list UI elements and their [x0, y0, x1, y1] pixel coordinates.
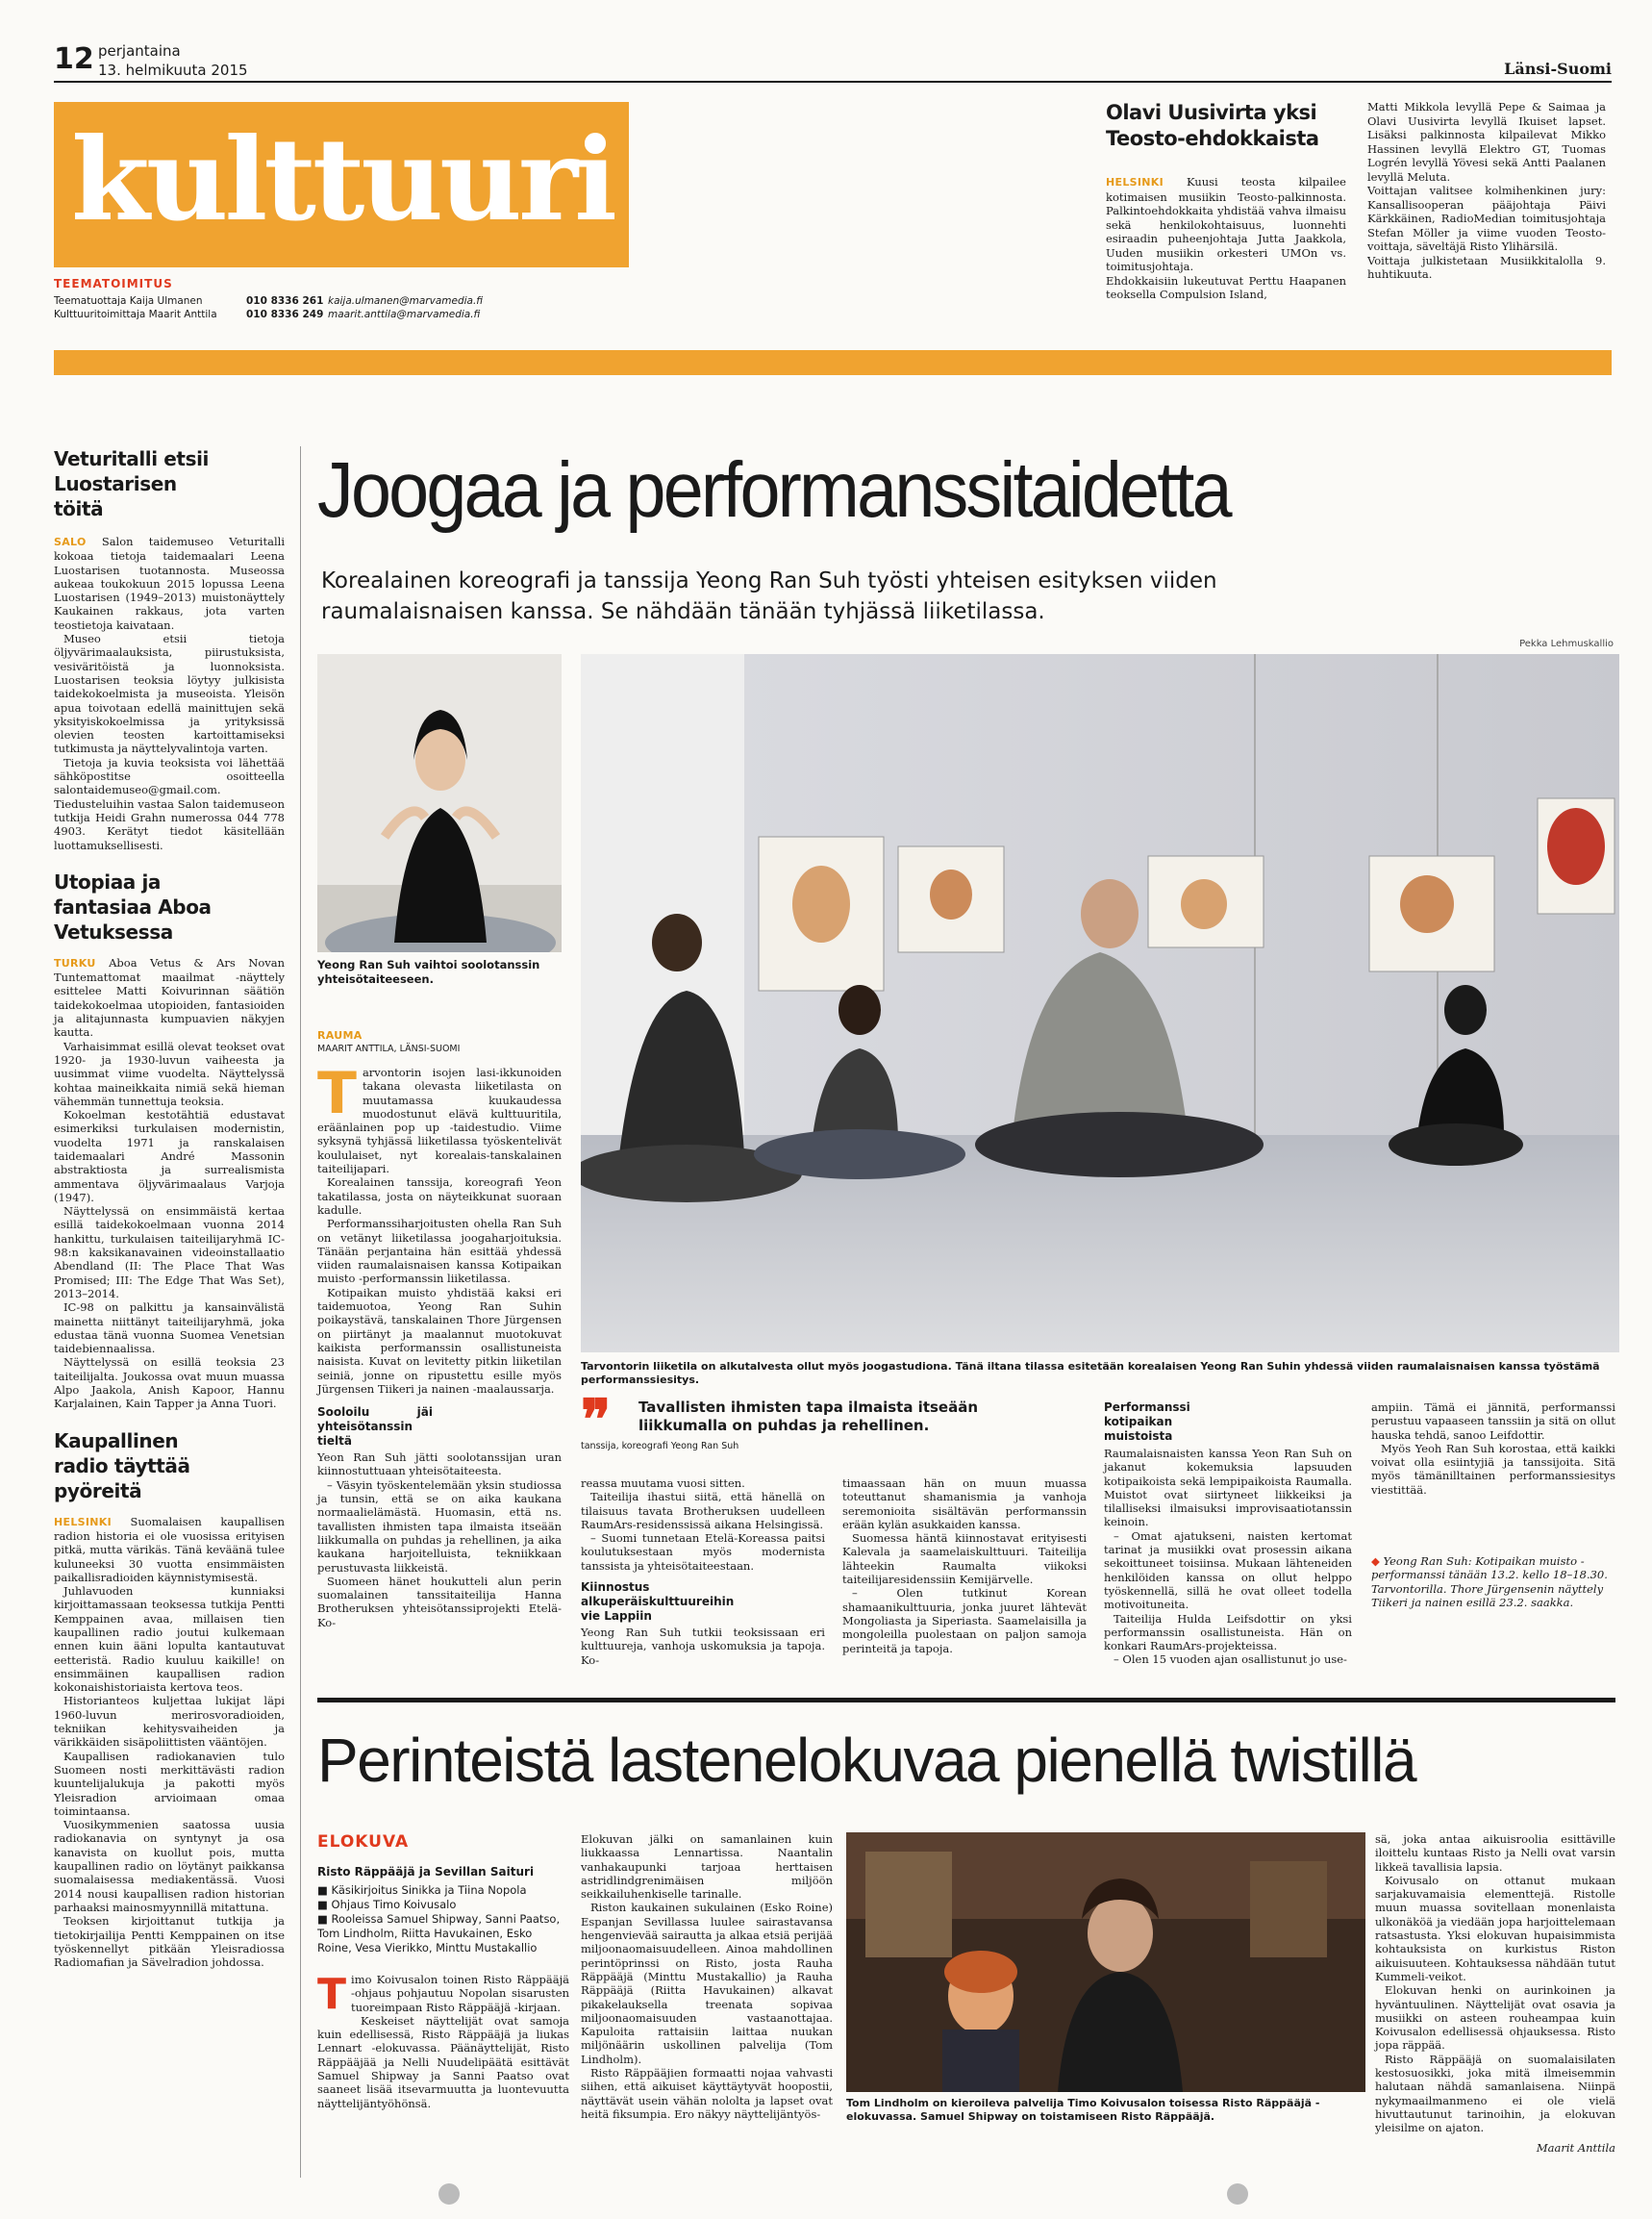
- portrait-caption: Yeong Ran Suh vaihtoi soolotanssin yhteisötaiteeseen.: [317, 958, 540, 986]
- weekday: perjantaina: [98, 42, 181, 60]
- teosto-col1: HELSINKI Kuusi teosta kilpailee kotimaisen musiikin Teosto-palkinnosta. Palkintoehdokkaita yhdistää vahva ilmaisu sekä henkilokohtaisuus, luonnehti esiraadin puheenjohtaja Jutta Jaakkola, Uuden musiikin orkesteri UMOn vs. toimitusjohtaja. Ehdokkaisiin lukeutuvat Perttu Haapanen teoksella Compulsion Island,: [1106, 175, 1346, 301]
- teosto-headline: Olavi Uusivirta yksi Teosto-ehdokkaista: [1106, 101, 1319, 150]
- film-photo-caption: Tom Lindholm on kieroileva palvelija Timo Koivusalon toisessa Risto Räppääjä -elokuvassa. Samuel Shipway on toistamiseen Risto Räppääjä.: [846, 2097, 1320, 2123]
- portrait-photo: [317, 654, 562, 952]
- main-photo-caption: Tarvontorin liiketila on alkutalvesta ollut myös joogastudiona. Tänä iltana tilassa esitetään korealaisen Yeong Ran Suhin yhdessä viiden raumalaisnaisen kanssa työstämä performanssiesitys.: [581, 1360, 1600, 1386]
- credit-item: ■ Rooleissa Samuel Shipway, Sanni Paatso, Tom Lindholm, Riitta Havukainen, Esko Roine, Vesa Vierikko, Minttu Mustakallio: [317, 1912, 561, 1954]
- main-location: RAUMA: [317, 1029, 363, 1042]
- film-col1-body: Timo Koivusalon toinen Risto Räppääjä -ohjaus pohjautuu Nopolan sisarusten tuoreimpaan Risto Räppääjä -kirjaan. Keskeiset näyttelijät ovat samoja kuin edellisessä, Risto Räppääjä ja liukas Lennart -elokuvassa. Päänäyttelijät, Risto Räppääjää ja Nelli Nuudelipäätä esittävät Samuel Shipway ja Sanni Paatso ovat saaneet lisää itsevarmuutta ja luontevuutta näyttelijäntyöhönsä.: [317, 1970, 569, 2110]
- portrait-photo-image: [317, 654, 562, 952]
- diamond-icon: ◆: [1371, 1554, 1380, 1569]
- info-box: ◆ Yeong Ran Suh: Kotipaikan muisto -performanssi tänään 13.2. kello 18–18.30. Tarvontorilla. Thore Jürgensenin näyttely Tiikeri ja nainen esillä 23.2. saakka.: [1371, 1554, 1608, 1609]
- film-photo: [846, 1832, 1365, 2092]
- main-col1: [317, 1029, 562, 1629]
- main-col1-body: Tarvontorin isojen lasi-ikkunoiden takana olevasta liiketilasta on muutamassa kuukaudessa muodostunut elävä kulttuuritila, eräänlainen pop up -taidestudio. Viime syksynä tyhjässä liiketilassa työskentelivät koululaiset, nyt korealais-tanskalainen taiteilijapari. Korealainen tanssija, koreografi Yeon takatilassa, josta on näyteikkunat suoraan kadulle. Performanssiharjoitusten ohella Ran Suh on vetänyt liiketilassa joogaharjoituksia. Tänään perjantaina hän esittää yhdessä viiden raumalaisnaisen kanssa Kotipaikan muisto -performanssin liiketilassa. Kotipaikan muisto yhdistää kaksi eri taidemuotoa, Yeong Ran Suhin poikaystävä, tanskalainen Thore Jürgensen on piirtänyt ja maalannut muotokuvat kaikista performanssin osallistuneista naisista. Kuvat on levitetty pitkin liiketilan seiniä, jonne on ripustettu esille myös Jürgensen Tiikeri ja nainen -maalaussarja. Sooloilu jäi yhteisötanssin tieltä Yeon Ran Suh jätti soolotanssijan uran kiinnostuttuaan yhteisötaiteesta. – Väsyin työskentelemään yksin studiossa ja tunsin, että se on aika kaukana normaalielämästä. Huomasin, että ns. tavallisten ihmisten tapa ilmaista itseään liikkumalla on puhdas ja rehellinen, ja aika kaukana harjoitelluista, tekniikkaan perustuvasta liikkeistä. Suomeen hänet houkutteli alun perin suomalainen tanssitaiteilija Hanna Brotheruksen yhteisötanssiprojekti Etelä-Ko-: [317, 1060, 562, 1629]
- sidebar: [54, 446, 285, 1969]
- registration-mark-icon: [1227, 2183, 1248, 2205]
- quote-mark-icon: ❞: [581, 1387, 612, 1452]
- main-headline: Joogaa ja performanssitaidetta: [317, 446, 1230, 534]
- film-col2: Elokuvan jälki on samanlainen kuin liukkaassa Lennartissa. Naantalin vanhakaupunki tarjoaa herttaisen astridlindgrenimäisen miljöön seikkailuhenkiselle tarinalle. Riston kaukainen sukulainen (Esko Roine) Espanjan Sevillassa luulee sairastavansa hengenvievää sairautta ja alkaa etsiä perijää miljoonaomaisuudelleen. Ainoa mahdollinen perintöprinssi on Risto, josta Rauha Räppääjä (Minttu Mustakallio) ja Rauha Räppääjä (Riitta Havukainen) alkavat pikakelauksella treenata sopivaa miljoonaomaisuuden vastaanottajaa. Kapuloita rattaisiin laittaa nuukan miljönäärin uskollinen palvelija (Tom Lindholm). Risto Räppääjien formaatti nojaa vahvasti siihen, että aikuiset käyttäytyvät hoopostii, näyttävät usein vähän nololta ja lapset ovat heitä fiksumpia. Ero näkyy näyttelijäntyös-: [581, 1832, 833, 2121]
- drop-cap: T: [317, 1060, 357, 1127]
- page-header: [54, 42, 1612, 90]
- staff-list: [54, 294, 631, 321]
- teosto-location: HELSINKI: [1106, 176, 1164, 189]
- main-col5: ampiin. Tämä ei jännitä, performanssi perustuu vapaaseen tanssiin ja sitä on ollut hauska tehdä, sanoo Leifdottir. Myös Yeoh Ran Suh korostaa, että kaikki voivat olla esiintyjiä ja tanssijoita. Sitä myös tämänilltainen performanssiesitys viestittää. ◆ Yeong Ran Suh: Kotipaikan muisto -performanssi tänään 13.2. kello 18–18.30. Tarvontorilla. Thore Jürgensenin näyttely Tiikeri ja nainen esillä 23.2. saakka.: [1371, 1400, 1615, 1609]
- section-title: kulttuuri: [71, 113, 613, 246]
- quote-attribution: tanssija, koreografi Yeong Ran Suh: [581, 1441, 739, 1451]
- teosto-col2: Matti Mikkola levyllä Pepe & Saimaa ja Olavi Uusivirta levyllä Ikuiset lapset. Lisäksi palkinnosta kilpailevat Mikko Hassinen levyllä Elektro GT, Tuomas Logrén levyllä Yövesi sekä Antti Paalanen levyllä Meluta. Voittajan valitsee kolmihenkinen jury: Kansallisooperan pääjohtaja Päivi Kärkkäinen, RadioMedian toimitusjohtaja Stefan Möller ja viime vuoden Teosto-voittaja, säveltäjä Risto Ylihärsilä. Voittaja julkistetaan Musiikkitalolla 9. huhtikuuta.: [1367, 100, 1606, 281]
- film-col1: [317, 1832, 569, 2110]
- masthead: Länsi-Suomi: [1504, 60, 1612, 78]
- header-rule: [54, 81, 1612, 83]
- credit-item: ■ Ohjaus Timo Koivusalo: [317, 1898, 457, 1911]
- sidebar-story2-body: TURKU Aboa Vetus & Ars Novan Tuntemattomat maailmat -näyttely esittelee Matti Koivurinnan säätiön taidekokoelmaa utopioiden, fantasioiden ja alitajunnasta kumpuavien näkyjen kautta. Varhaisimmat esillä olevat teokset ovat 1920- ja 1930-luvun vaiheesta ja uusimmat viime vuodelta. Näyttelyssä kohtaa maineikkaita nimiä sekä hieman vähemmän tunnettuja teoksia. Kokoelman kestotähtiä edustavat esimerkiksi turkulaisen modernistin, vuodelta 1971 ja ranskalaisen taidemaalari André Massonin abstraktiosta ja surrealismista ammentava öljyvärimaalaus Varjoja (1947). Näyttelyssä on ensimmäistä kertaa esillä taidekokoelmaan vuonna 2014 hankittu, turkulaisen taiteilijaryhmä IC-98:n kaksikanavainen videoinstallaatio Abendland (II: The Place That Was Promised; III: The Edge That Was Set), 2013–2014. IC-98 on palkittu ja kansainvälistä mainetta niittänyt taiteilijaryhmä, joka edustaa tänä vuonna Suomea Venetsian taidebiennaalissa. Näyttelyssä on esillä teoksia 23 taiteilijalta. Joukossa ovat muun muassa Alpo Jaakola, Anish Kapoor, Hannu Karjalainen, Kain Tapper ja Anna Tuori.: [54, 955, 286, 1411]
- main-col3: timaassaan hän on muun muassa toteuttanut shamanismia ja vanhoja seremonioita sisältävän performanssin erään kylän asukkaiden kanssa. Suomessa häntä kiinnostavat erityisesti Kalevala ja saamelaiskulttuuri. Taiteilija lähteekin Raumalta viikoksi taiteilijaresidenssiin Kemijärvelle. – Olen tutkinut Korean shamaanikulttuuria, jonka juuret lähtevät Mongoliasta ja Siperiasta. Saamelaisilla ja mongoleilla puolestaan on paljon samoja perinteitä ja tapoja.: [842, 1476, 1087, 1655]
- sidebar-story1-headline: Veturitalli etsii Luostarisen töitä: [54, 447, 209, 520]
- film-section-label: ELOKUVA: [317, 1832, 410, 1852]
- orange-strip: [54, 350, 1612, 375]
- date: 13. helmikuuta 2015: [98, 62, 248, 79]
- sidebar-divider: [300, 446, 301, 2178]
- main-col4-subhead: Performanssi kotipaikan muistoista: [1104, 1400, 1190, 1443]
- registration-mark-icon: [438, 2183, 460, 2205]
- main-byline: MAARIT ANTTILA, LÄNSI-SUOMI: [317, 1044, 461, 1054]
- film-col3: sä, joka antaa aikuisroolia esittäville iloittelu kuntaas Risto ja Nelli ovat varsin likkeä tavallisia lapsia. Koivusalo on ottanut mukaan sarjakuvamaisia elementtejä. Ristolle muun muassa sovitellaan monenlaista ulkonäköä ja viedään jopa harjoittelemaan ratsastusta. Yksi elokuvan hupaisimmista kohtauksista on kurkistus Riston aikuisuuteen. Kohtauksessa nähdään tutut Kummeli-veikot. Elokuvan henki on aurinkoinen ja hyväntuulinen. Näyttelijät ovat osavia ja musiikki on asteen rouheampaa kuin Koivusalon edellisessä ohjauksessa. Risto jopa räppää. Risto Räppääjä on suomalaisilaten kestosuosikki, joka mitä ilmeisemmin halutaan nähdä samanlaisena. Niinpä nykymaailmanmeno ei ole vielä hivuttautunut tarinoihin, ja elokuvan yleisilme on ajaton. Maarit Anttila: [1375, 1832, 1615, 2155]
- main-col2: reassa muutama vuosi sitten. Taiteilija ihastui siitä, että hänellä on tilaisuus tavata Brotheruksen uudelleen RaumArs-residenssissä aikana Helsingissä. – Suomi tunnetaan Etelä-Koreassa paitsi koulutuksestaan myös modernista tanssista ja yhteisötaiteestaan. Kiinnostus alkuperäiskulttuureihin vie Lappiin Yeong Ran Suh tutkii teoksissaan eri kulttuureja, vanhoja uskomuksia ja tapoja. Ko-: [581, 1476, 825, 1667]
- photographer-credit: Pekka Lehmuskallio: [1519, 639, 1614, 649]
- film-credits: [317, 1883, 569, 1955]
- staff-row: Teematuottaja Kaija Ulmanen 010 8336 261 kaija.ulmanen@marvamedia.fi: [54, 295, 484, 307]
- film-title: Risto Räppääjä ja Sevillan Saituri: [317, 1865, 535, 1879]
- film-top-rule: [317, 1698, 1615, 1702]
- film-headline: Perinteistä lastenelokuvaa pienellä twistillä: [317, 1726, 1416, 1795]
- section-banner: [54, 102, 629, 267]
- page-number: 12: [54, 42, 94, 76]
- main-col2-subhead: Kiinnostus alkuperäiskulttuureihin vie Lappiin: [581, 1580, 735, 1624]
- main-col4: Performanssi kotipaikan muistoista Raumalaisnaisten kanssa Yeon Ran Suh on jakanut kokemuksia lapsuuden kotipaikoista sekä lempipaikoista Raumalla. Muistot ovat siirtyneet liikkeiksi ja tilalliseksi ilmaisuksi improvisaatiotanssin keinoin. – Omat ajatukseni, naisten kertomat tarinat ja musiikki ovat prosessin aikana sekoittuneet toisiinsa. Mukaan lähteneiden henkilöiden kanssa on ollut helppo työskennellä, sillä he ovat olleet todella motivoituneita. Taiteilija Hulda Leifsdottir on yksi performanssin osallistuneista. Hän on konkari RaumArs-projekteissa. – Olen 15 vuoden ajan osallistunut jo use-: [1104, 1400, 1352, 1667]
- staff-row: Kulttuuritoimittaja Maarit Anttila 010 8336 249 maarit.anttila@marvamedia.fi: [54, 309, 481, 320]
- sidebar-story3-headline: Kaupallinen radio täyttää pyöreitä: [54, 1428, 190, 1502]
- pull-quote: [581, 1387, 1081, 1452]
- teosto-story: [1106, 100, 1606, 321]
- quote-text: Tavallisten ihmisten tapa ilmaista itseään liikkumalla on puhdas ja rehellinen.: [638, 1399, 979, 1434]
- main-deck: Korealainen koreografi ja tanssija Yeong Ran Suh työsti yhteisen esityksen viiden raumalaisnaisen kanssa. Se nähdään tänään tyhjässä liiketilassa.: [321, 568, 1217, 624]
- sidebar-story3-body: HELSINKI Suomalaisen kaupallisen radion historia ei ole vuosissa erityisen pitkä, mutta värikäs. Tänä keväänä tulee kuluneeksi 30 vuotta ensimmäisten paikallisradioiden käynnistymisestä. Juhlavuoden kunniaksi kirjoittamassaan teoksessa tutkija Pentti Kemppainen avaa, millaisen tien kaupallinen radio joutui kulkemaan ennen kuin ääni lopulta kantautuvat eetteristä. Radio kuuluu kaikille! on ensimmäinen kaupallisen radion kokonaishistoriaista kertova teos. Historianteos kuljettaa lukijat läpi 1960-luvun merirosvoradioiden, tekniikan kehitysvaiheiden ja värikkäiden sisäpoliittisten vääntöjen. Kaupallisen radiokanavien tulo Suomeen nosti merkittävästi radion kuuntelijalukuja ja pakotti myös Yleisradion arvioimaan omaa toimintaansa. Vuosikymmenien saatossa uusia radiokanavia on syntynyt ja osa kanavista on kuollut pois, mutta kaupallinen radio on löytänyt paikkansa suomalaisessa mediakentässä. Vuosi 2014 nousi kaupallisen radion historian parhaaksi mainosmyynnillä mitattuna. Teoksen kirjoittanut tutkija ja tietokirjailija Pentti Kemppainen on itse työskennellyt pitkään Yleisradiossa Radiomafian ja Sävelradion johdossa.: [54, 1514, 285, 1970]
- main-col1-subhead: Sooloilu jäi yhteisötanssin tieltä: [317, 1405, 433, 1449]
- sidebar-story1-body: SALO Salon taidemuseo Veturitalli kokoaa tietoja taidemaalari Leena Luostarisen tuotannosta. Museossa aukeaa toukokuun 2015 lopussa Leena Luostarisen (1949–2013) muistonäyttely Kaukainen rakkaus, jota varten teostietoja kaivataan. Museo etsii tietoja öljyvärimaalauksista, piirustuksista, vesiväritöistä ja luonnoksista. Luostarisen teoksia löytyy julkisista taidekokoelmista ja museoista. Yleisön apua toivotaan edellä mainittujen sekä yksityiskokoelmissa ja yrityksissä olevien teosten kartoittamiseksi tutkimusta ja näyttelyvalintoja varten. Tietoja ja kuvia teoksista voi lähettää sähköpostitse osoitteella salontaidemuseo@gmail.com. Tiedusteluihin vastaa Salon taidemuseon tutkija Heidi Grahn numerossa 044 778 4903. Kerätyt tiedot käsitellään luottamuksellisesti.: [54, 535, 285, 852]
- desk-label: TEEMATOIMITUS: [54, 277, 173, 290]
- film-photo-image: [846, 1832, 1365, 2092]
- sidebar-story2-headline: Utopiaa ja fantasiaa Aboa Vetuksessa: [54, 870, 212, 944]
- film-drop-cap: T: [317, 1970, 347, 2019]
- film-signature: Maarit Anttila: [1536, 2140, 1615, 2155]
- credit-item: ■ Käsikirjoitus Sinikka ja Tiina Nopola: [317, 1883, 527, 1897]
- main-photo: [581, 654, 1619, 1352]
- main-photo-image: [581, 654, 1619, 1352]
